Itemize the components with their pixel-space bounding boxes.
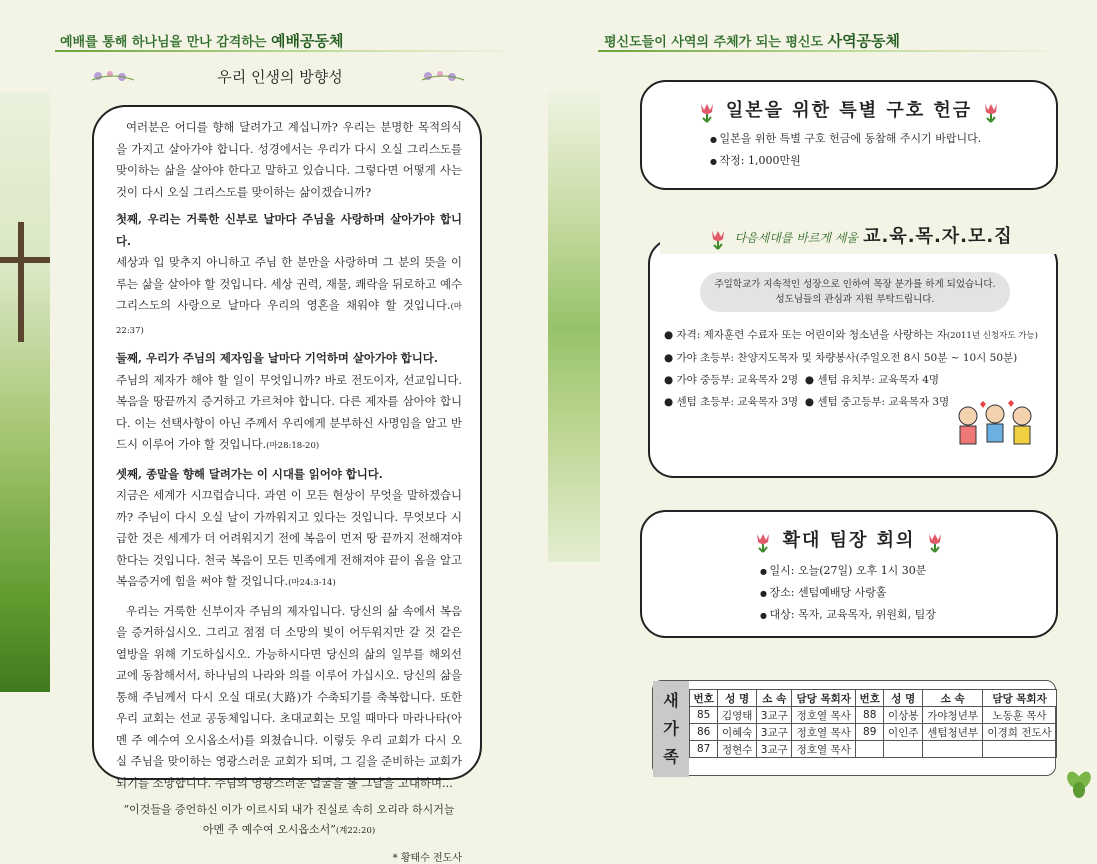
table-cell (923, 741, 983, 758)
new-family-table (689, 689, 1057, 758)
point-2-body: 주님의 제자가 해야 할 일이 무엇입니까? 바로 전도이자, 선교입니다. 복음을 땅끝까지 증거하고 가르쳐야 합니다. 다른 제자를 삼아야 합니다. 이는 선택사항이 아닌 주께서 우리에게 분부하신 사명임을 알고 반드시 이루어 가야 할 것입니다. (116, 372, 462, 451)
table-cell: 정호열 목사 (792, 741, 856, 758)
sermon-point-1 (116, 209, 462, 342)
table-cell: 86 (690, 724, 718, 741)
table-cell: 정호열 목사 (792, 724, 856, 741)
recruit-centum-elementary: 센텀 초등부: 교육목자 3명 (676, 396, 799, 408)
tulip-icon (752, 530, 774, 552)
meeting-box (640, 510, 1058, 638)
right-header-line (598, 50, 1068, 52)
recruit-script-title: 다음세대를 바르게 세울 (734, 231, 859, 245)
meeting-list (760, 560, 1056, 626)
list-item: ● 센텀 초등부: 교육목자 3명 ● 센텀 중고등부: 교육목자 3명 (664, 396, 950, 408)
table-cell: 이인주 (884, 724, 923, 741)
list-item: ● 대상: 목자, 교육목자, 위원회, 팀장 (760, 604, 1056, 626)
point-2-ref: (마28:18-20) (266, 441, 320, 451)
table-cell: 이상봉 (884, 707, 923, 724)
recruit-centum-kinder: 센텀 유치부: 교육목자 4명 (817, 374, 940, 386)
left-header-highlight: 예배공동체 (271, 32, 344, 50)
table-cell: 3교구 (757, 724, 792, 741)
tulip-icon (707, 227, 729, 249)
sermon-point-3 (116, 464, 462, 595)
table-cell: 3교구 (757, 707, 792, 724)
sermon-intro: 여러분은 어디를 향해 달려가고 계십니까? 우리는 분명한 목적의식을 가지고 살아가야 합니다. 성경에서는 우리가 다시 오실 그리스도를 맞이하는 삶을 살아야 한다고 말하고 있습니다. 그렇다면 어떻게 사는 것이 다시 오실 그리스도를 맞이하는 삶이겠습니까? (116, 120, 462, 199)
tulip-icon (980, 100, 1002, 122)
right-header-highlight: 사역공동체 (827, 32, 901, 50)
flower-icon (420, 68, 466, 84)
list-item: ● 일시: 오늘(27일) 오후 1시 30분 (760, 560, 1056, 582)
table-cell: 85 (690, 707, 718, 724)
list-item: ● 장소: 센텀예배당 사랑홀 (760, 582, 1056, 604)
table-row (690, 707, 1057, 724)
table-cell: 센텀청년부 (923, 724, 983, 741)
table-cell: 이혜숙 (718, 724, 757, 741)
list-item: ● 일본을 위한 특별 구호 헌금에 동참해 주시기 바랍니다. (710, 128, 1056, 150)
quote-ref: (계22:20) (335, 826, 376, 836)
recruit-centum-youth: 센텀 중고등부: 교육목자 3명 (817, 396, 950, 408)
recruit-qualification: 자격: 제자훈련 수료자 또는 어린이와 청소년을 사랑하는 자 (676, 329, 947, 341)
table-cell (983, 741, 1057, 758)
col-header: 소 속 (757, 690, 792, 707)
right-header (604, 30, 900, 51)
meeting-title: 확대 팀장 회의 (782, 530, 916, 551)
col-header: 담당 목회자 (792, 690, 856, 707)
point-2-heading: 둘째, 우리가 주님의 제자임을 날마다 기억하며 살아가야 합니다. (116, 351, 438, 365)
sermon-author: * 황태수 전도사 (392, 853, 462, 864)
cross-photo (0, 92, 50, 692)
table-row (690, 724, 1057, 741)
table-cell: 이경희 전도사 (983, 724, 1057, 741)
table-cell: 정호열 목사 (792, 707, 856, 724)
tulip-icon (696, 100, 718, 122)
relief-title: 일본을 위한 특별 구호 헌금 (725, 100, 973, 121)
list-item: ● 가야 중등부: 교육목자 2명 ● 센텀 유치부: 교육목자 4명 (664, 374, 940, 386)
col-header: 성 명 (718, 690, 757, 707)
notice-line-2: 성도님들의 관심과 지원 부탁드립니다. (775, 294, 935, 305)
table-cell (856, 741, 884, 758)
meeting-title-row (642, 526, 1056, 552)
table-row (690, 741, 1057, 758)
col-header: 소 속 (923, 690, 983, 707)
sermon-title: 우리 인생의 방향성 (217, 68, 343, 86)
new-family-box (652, 680, 1056, 776)
point-1-heading: 첫째, 우리는 거룩한 신부로 날마다 주님을 사랑하며 살아가야 합니다. (116, 212, 462, 248)
relief-list (710, 128, 1056, 172)
recruit-gaya-elementary: 가야 초등부: 찬양지도목자 및 차량봉사(주일오전 8시 50분 ~ 10시 50분) (676, 352, 1018, 364)
col-header: 담당 목회자 (983, 690, 1057, 707)
recruit-title: 교.육.목.자.모.집 (863, 226, 1013, 247)
point-3-heading: 셋째, 종말을 향해 달려가는 이 시대를 읽어야 합니다. (116, 466, 383, 481)
col-header: 번호 (856, 690, 884, 707)
new-family-label (653, 681, 689, 777)
cross-icon (0, 92, 50, 692)
left-header-line (55, 50, 525, 52)
table-cell: 정현수 (718, 741, 757, 758)
point-1-ref: (마22:37) (116, 302, 462, 336)
list-item: ● 자격: 제자훈련 수료자 또는 어린이와 청소년을 사랑하는 자(2011년 신청자도 가능) (664, 329, 1038, 341)
list-item: ● 작정: 1,000만원 (710, 150, 1056, 172)
left-header (60, 30, 343, 51)
recruit-qualification-note: (2011년 신청자도 가능) (946, 331, 1038, 341)
list-item: ● 가야 초등부: 찬양지도목자 및 차량봉사(주일오전 8시 50분 ~ 10시 50분) (664, 352, 1018, 364)
quote-line-1: “이것들을 증언하신 이가 이르시되 내가 진실로 속히 오리라 하시거늘 (123, 803, 455, 816)
label-char: 가 (663, 719, 679, 738)
table-cell: 88 (856, 707, 884, 724)
sermon-title-row (90, 66, 470, 88)
table-cell: 3교구 (757, 741, 792, 758)
right-header-text: 평신도들이 사역의 주체가 되는 평신도 (604, 35, 824, 50)
recruit-title-row (660, 222, 1060, 254)
notice-line-1: 주일학교가 지속적인 성장으로 인하여 목장 분가를 하게 되었습니다. (714, 279, 996, 290)
label-char: 새 (663, 691, 679, 710)
relief-box (640, 80, 1058, 190)
label-char: 족 (663, 747, 679, 766)
table-cell: 가야청년부 (923, 707, 983, 724)
table-header-row (690, 690, 1057, 707)
leaf-photo (548, 92, 600, 562)
col-header: 성 명 (884, 690, 923, 707)
relief-title-row (642, 96, 1056, 122)
col-header: 번호 (690, 690, 718, 707)
table-cell (884, 741, 923, 758)
left-header-text: 예배를 통해 하나님을 만나 감격하는 (60, 35, 267, 50)
point-3-ref: (마24:3-14) (288, 578, 336, 588)
table-cell: 김영태 (718, 707, 757, 724)
table-cell: 87 (690, 741, 718, 758)
flower-icon (90, 68, 136, 84)
recruit-gaya-middle: 가야 중등부: 교육목자 2명 (676, 374, 799, 386)
table-cell: 89 (856, 724, 884, 741)
leaf-icon (1064, 770, 1094, 800)
sermon-box (92, 105, 482, 864)
point-3-body: 지금은 세계가 시끄럽습니다. 과연 이 모든 현상이 무엇을 말하겠습니까? 주님이 다시 오실 날이 가까워지고 있다는 것입니다. 무엇보다 시급한 것은 세계가 더 어려워지기 전에 복음이 먼저 땅 끝까지 전해져야 한다는 것입니다. 천국 복음이 모든 민족에게 전해져야 끝이 옴을 알고 복음증거에 힘을 써야 할 것입니다. (116, 488, 462, 588)
quote-line-2: 아멘 주 예수여 오시옵소서” (202, 823, 336, 836)
tulip-icon (924, 530, 946, 552)
recruit-notice (700, 272, 1010, 312)
point-1-body: 세상과 입 맞추지 아니하고 주님 한 분만을 사랑하며 그 분의 뜻을 이루는 삶을 살아야 할 것입니다. 세상 권력, 재물, 쾌락을 뒤로하고 예수그리스도의 사랑으로 날마다 우리의 영혼을 채워야 할 것입니다. (116, 255, 462, 312)
sermon-point-2 (116, 348, 462, 458)
children-illustration (950, 398, 1040, 458)
sermon-conclusion: 우리는 거룩한 신부이자 주님의 제자입니다. 당신의 삶 속에서 복음을 증거하십시오. 그리고 점점 더 소망의 빛이 어두워지만 갈 것 같은 열방을 위해 기도하십시오. 가능하시다면 당신의 삶의 일부를 해외선교에 동참해서서, 하나님의 나라와 의를 이루어 가십시오. 당신의 삶을 통해 주님께서 다시 오실 대로(大路)가 수축되기를 축복합니다. 또한 우리 교회는 선교 공동체입니다. 초대교회는 모일 때마다 마라나타(아멘 주 예수여 오시옵소서)를 외쳤습니다. 이렇듯 우리 교회가 다시 오실 주님을 맞이하는 영광스러운 교회가 되며, 그 길을 준비하는 교회가 되기를 소망합니다. 주님의 영광스러운 얼굴을 볼 그날을 고대하며... (116, 603, 462, 790)
sermon-quote (116, 800, 462, 841)
table-cell: 노동훈 목사 (983, 707, 1057, 724)
